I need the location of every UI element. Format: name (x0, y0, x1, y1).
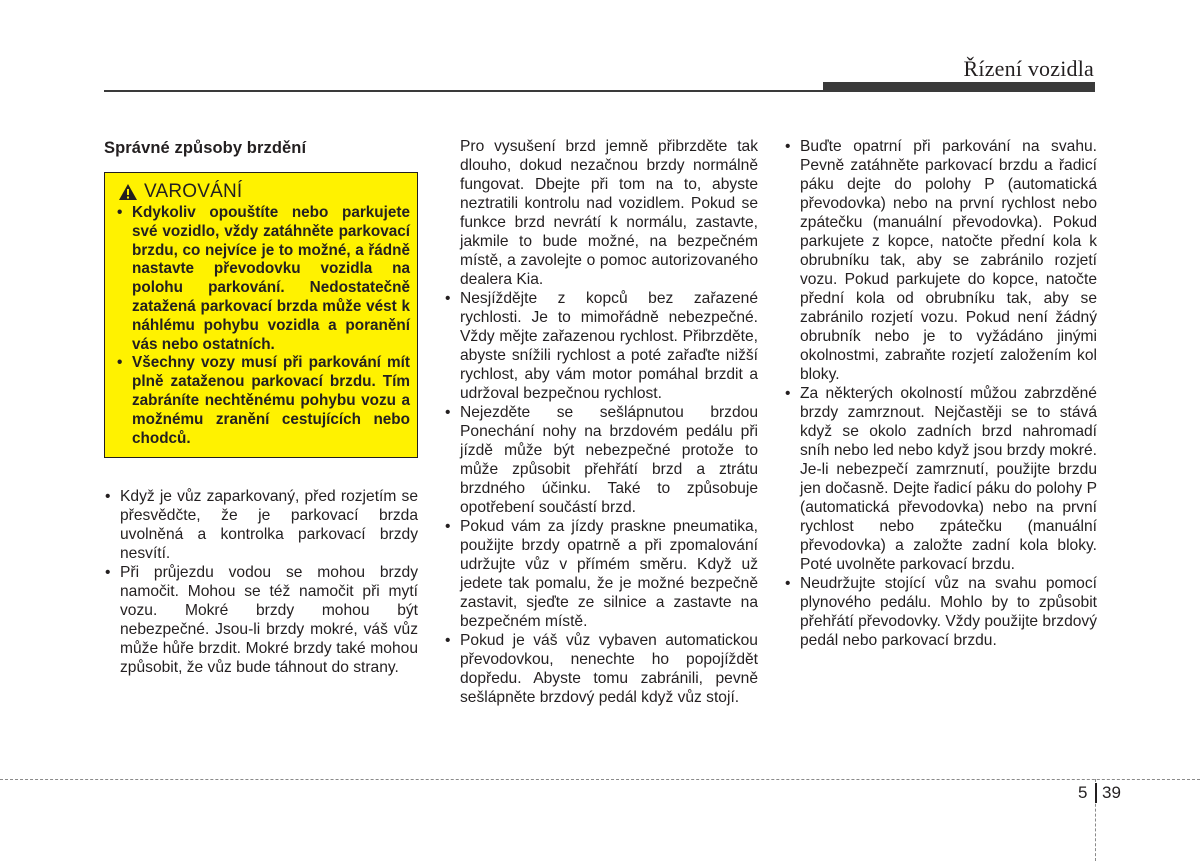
chapter-number: 5 (1078, 783, 1088, 802)
footer-dashed-rule (0, 779, 1200, 780)
chapter-title: Řízení vozidla (963, 56, 1094, 81)
page-number-divider (1095, 783, 1097, 803)
warning-list (115, 204, 410, 448)
warning-item: • Kdykoliv opouštíte nebo parkujete své vozidlo, vždy zatáhněte parkovací brzdu, co nejvíce je to možné, a řádně nastavte převodovku vozidla na polohu parkování. Nedostatečně zatažená parkovací brzda může vést k náhlému pohybu vozidla a poranění vás nebo ostatních. (115, 204, 410, 354)
warning-title: VAROVÁNÍ (144, 181, 243, 202)
list-item: • Nejezděte se sešlápnutou brzdou Ponechání nohy na brzdovém pedálu při jízdě může být nebezpečné protože to může způsobit přehřátí brzd a ztrátu brzdného účinku. Také to způsobuje opotřebení součástí brzd. (444, 403, 758, 517)
list-item: • Neudržujte stojící vůz na svahu pomocí plynového pedálu. Mohlo by to způsobit přehřátí převodovky. Vždy použijte brzdový pedál nebo parkovací brzdu. (784, 574, 1097, 650)
warning-triangle-icon (118, 183, 138, 201)
warning-item: • Všechny vozy musí při parkování mít plně zataženou parkovací brzdu. Tím zabráníte nechtěnému pohybu vozu a možnému zranění cestujících nebo chodců. (115, 354, 410, 448)
list-item: • Pokud je váš vůz vybaven automatickou převodovkou, nenechte ho popojíždět dopředu. Abyste tomu zabránili, pevně sešlápněte brzdový pedál když vůz stojí. (444, 631, 758, 707)
page-number: 39 (1102, 783, 1121, 802)
continuation-paragraph: Pro vysušení brzd jemně přibrzděte tak dlouho, dokud nezačnou brzdy normálně fungovat. Dbejte při tom na to, abyste neztratili kontrolu nad vozidlem. Pokud se funkce brzd nevrátí k normálu, zastavte, jakmile to bude možné, na bezpečném místě, a zavolejte o pomoc autorizovaného dealera Kia. (460, 138, 758, 288)
bullet-list (444, 289, 758, 707)
list-item: • Buďte opatrní při parkování na svahu. Pevně zatáhněte parkovací brzdu a řadicí páku dejte do polohy P (automatická převodovka) nebo na první rychlost nebo zpátečku (manuální převodovka). Pokud parkujete z kopce, natočte přední kola k obrubníku tak, aby se zabránilo rozjetí vozu. Pokud parkujete do kopce, natočte přední kola od obrubníku tak, aby se zabránilo rozjetí vozu. Pokud není žádný obrubník nebo je to vyžádáno jinými okolnostmi, zabraňte rozjetí založením kol bloky. (784, 137, 1097, 384)
list-item: • Nesjíždějte z kopců bez zařazené rychlosti. Je to mimořádně nebezpečné. Vždy mějte zařazenou rychlost. Přibrzděte, abyste snížili rychlost a poté zařaďte nižší rychlost, aby vám motor pomáhal brzdit a udržoval bezpečnou rychlost. (444, 289, 758, 403)
list-item: • Když je vůz zaparkovaný, před rozjetím se přesvědčte, že je parkovací brzda uvolněná a kontrolka parkovací brzdy nesvítí. (104, 487, 418, 563)
header-rule (104, 90, 1095, 92)
bullet-list (104, 487, 418, 677)
column-1 (104, 134, 418, 677)
bullet-list (784, 137, 1097, 650)
list-item: • Za některých okolností můžou zabrzděné brzdy zamrznout. Nejčastěji se to stává když se okolo zadních brzd nahromadí sníh nebo led nebo když jsou brzdy mokré. Je-li nebezpečí zamrznutí, použijte brzdu jen dočasně. Dejte řadicí páku do polohy P (automatická převodovka) nebo na první rychlost nebo zpátečku (manuální převodovka) a založte zadní kola bloky. Poté uvolněte parkovací brzdu. (784, 384, 1097, 574)
list-item: • Pokud vám za jízdy praskne pneumatika, použijte brzdy opatrně a při zpomalování udržujte vůz v přímém směru. Když už jedete tak pomalu, že je možné bezpečně zastavit, sjeďte ze silnice a zastavte na bezpečném místě. (444, 517, 758, 631)
section-title: Správné způsoby brzdění (104, 139, 307, 157)
column-2 (444, 137, 758, 707)
list-item: • Při průjezdu vodou se mohou brzdy namočit. Mohou se též namočit při mytí vozu. Mokré brzdy mohou být nebezpečné. Jsou-li brzdy mokré, váš vůz může hůře brzdit. Mokré brzdy také mohou způsobit, že vůz bude táhnout do strany. (104, 563, 418, 677)
warning-box (104, 172, 418, 458)
warning-header (118, 182, 410, 201)
column-3 (784, 137, 1097, 650)
